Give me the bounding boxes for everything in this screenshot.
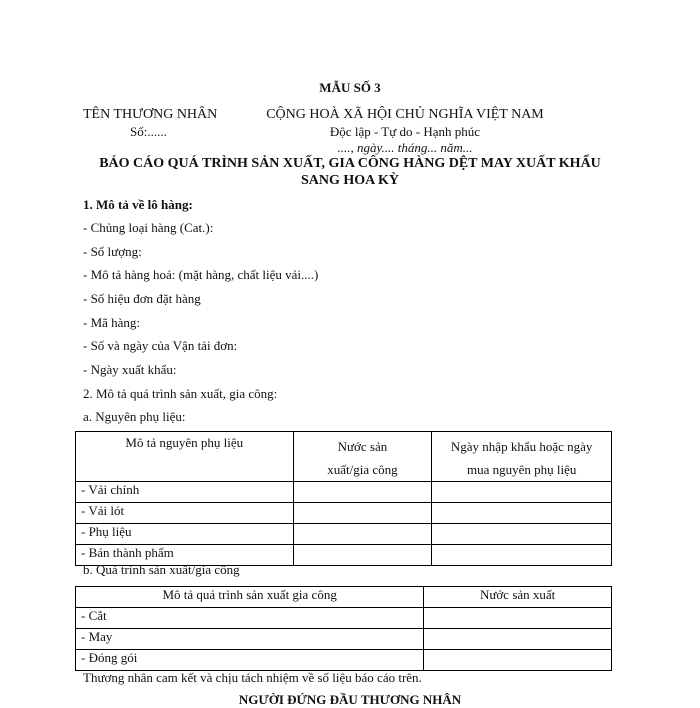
item-goods-description: - Mô tả hàng hoá: (mặt hàng, chất liệu vải....)	[83, 267, 319, 282]
motto: Độc lập - Tự do - Hạnh phúc	[329, 124, 481, 139]
table-row	[76, 608, 612, 629]
header-import-date-line1: Ngày nhập khẩu hoặc ngày	[450, 439, 593, 454]
table-row	[76, 650, 612, 671]
production-table	[75, 586, 612, 671]
table-row	[76, 503, 612, 524]
table-row	[76, 524, 612, 545]
row-label: - May	[76, 629, 424, 650]
section1-heading: 1. Mô tả về lô hàng:	[83, 197, 193, 212]
row-label: - Cắt	[76, 608, 424, 629]
report-title-line1: BÁO CÁO QUÁ TRÌNH SẢN XUẤT, GIA CÔNG HÀNG DỆT MAY XUẤT KHẨU	[99, 156, 601, 171]
sub-b-heading: b. Quá trình sản xuất/gia công	[83, 562, 240, 577]
table-cell[interactable]	[293, 545, 432, 566]
report-title-line2: SANG HOA KỲ	[300, 173, 399, 188]
row-label: - Vải chính	[76, 482, 294, 503]
table-cell[interactable]	[432, 524, 612, 545]
table-cell[interactable]	[293, 503, 432, 524]
table-cell[interactable]	[432, 545, 612, 566]
row-label: - Vải lót	[76, 503, 294, 524]
table-cell[interactable]	[293, 482, 432, 503]
table-row	[76, 482, 612, 503]
sub-a-heading: a. Nguyên phụ liệu:	[83, 409, 186, 424]
item-category: - Chủng loại hàng (Cat.):	[83, 220, 214, 235]
table-cell[interactable]	[424, 650, 612, 671]
signature-heading: NGƯỜI ĐỨNG ĐẦU THƯƠNG NHÂN	[238, 692, 462, 707]
table-cell[interactable]	[424, 629, 612, 650]
production-table-header	[76, 587, 612, 608]
materials-table-header	[76, 432, 612, 482]
header-country	[293, 432, 432, 482]
table-cell[interactable]	[424, 608, 612, 629]
table-cell[interactable]	[293, 524, 432, 545]
header-country-line1: Nước sản	[337, 439, 388, 454]
form-number: MẪU SỐ 3	[319, 80, 381, 95]
merchant-name-label: TÊN THƯƠNG NHÂN	[83, 107, 218, 122]
header-import-date-line2: mua nguyên phụ liệu	[466, 462, 577, 477]
date-line: ...., ngày.... tháng... năm...	[337, 140, 473, 155]
table-cell[interactable]	[432, 482, 612, 503]
header-process-description: Mô tả quá trình sản xuất gia công	[76, 587, 424, 608]
header-material-description	[76, 432, 294, 482]
item-product-code: - Mã hàng:	[83, 315, 141, 330]
header-import-date	[432, 432, 612, 482]
section2-heading: 2. Mô tả quá trình sản xuất, gia công:	[83, 386, 278, 401]
header-material-description-text: Mô tả nguyên phụ liệu	[125, 435, 244, 450]
row-label: - Phụ liệu	[76, 524, 294, 545]
item-order-number: - Số hiệu đơn đặt hàng	[83, 291, 201, 306]
item-quantity: - Số lượng:	[83, 244, 142, 259]
row-label: - Đóng gói	[76, 650, 424, 671]
item-export-date: - Ngày xuất khẩu:	[83, 362, 177, 377]
document-number-label: Số:......	[130, 124, 167, 139]
country-name: CỘNG HOÀ XÃ HỘI CHỦ NGHĨA VIỆT NAM	[266, 107, 544, 122]
materials-table	[75, 431, 612, 566]
row-label: - Bán thành phẩm	[76, 545, 294, 566]
header-country-line2: xuất/gia công	[327, 462, 398, 477]
item-bill-of-lading: - Số và ngày của Vận tải đơn:	[83, 338, 238, 353]
table-cell[interactable]	[432, 503, 612, 524]
commitment-statement: Thương nhân cam kết và chịu tách nhiệm về số liệu báo cáo trên.	[83, 670, 422, 685]
table-row	[76, 629, 612, 650]
header-production-country: Nước sản xuất	[424, 587, 612, 608]
